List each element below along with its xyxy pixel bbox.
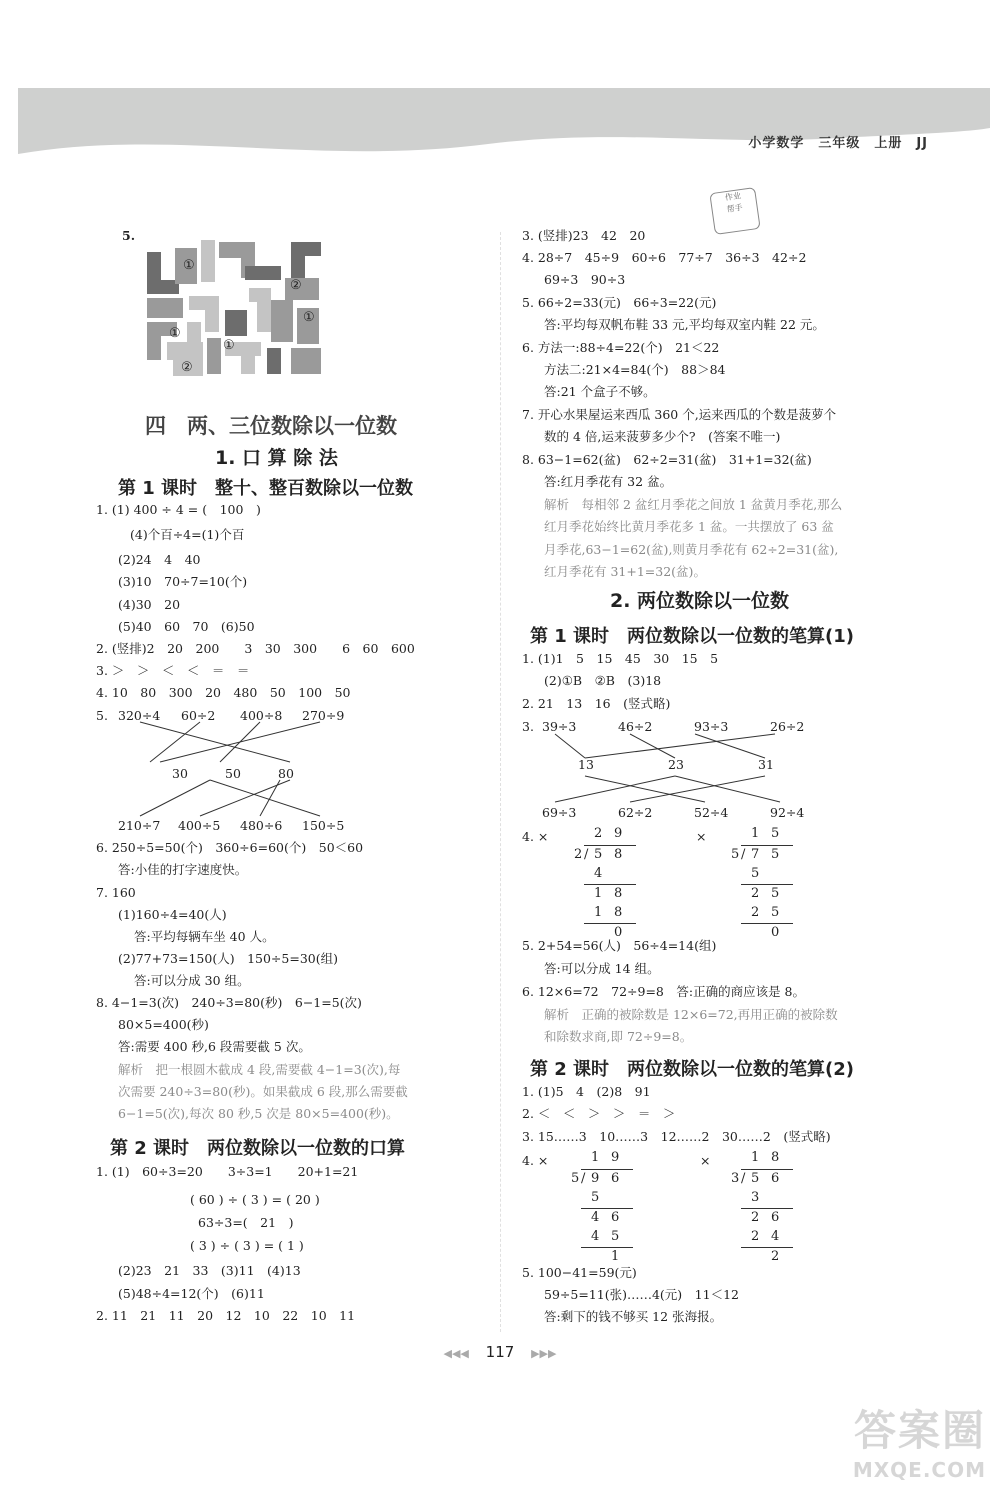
b-q2: 2. 21 13 16 (竖式略) <box>522 696 671 711</box>
l1-q5-link <box>140 722 290 762</box>
l2-q1e: (2)23 21 33 (3)11 (4)13 <box>118 1263 301 1278</box>
next-arrows-icon: ▶▶▶ <box>531 1347 557 1360</box>
l2-q1f: (5)48÷4=12(个) (6)11 <box>118 1286 265 1301</box>
r-q8f: 红月季花有 31+1=32(盆)。 <box>544 564 706 579</box>
l1-q7e: 答:可以分成 30 组。 <box>134 973 250 988</box>
subtract-digit: 3 <box>751 1190 760 1205</box>
l1-q5-mid-2: 50 <box>225 766 241 781</box>
division-bar <box>581 1169 633 1170</box>
divisor: 3 <box>731 1171 740 1186</box>
remainder-digit: 2 <box>751 1210 760 1225</box>
c-q4-label: 4. × <box>522 1153 549 1168</box>
l1-q8e: 次需要 240÷3=80(秒)。如果截成 6 段,那么需要截 <box>118 1084 408 1099</box>
column-divider <box>500 232 501 1332</box>
subtract-digit: 5 <box>611 1229 620 1244</box>
b-q3-mid-1: 13 <box>578 757 594 772</box>
r-q8e: 月季花,63−1=62(盆),则黄月季花有 62÷2=31(盆), <box>544 542 839 557</box>
remainder-digit: 6 <box>771 1210 780 1225</box>
division-rule <box>584 923 636 924</box>
division-bar <box>584 845 636 846</box>
l1-q5-top-1: 320÷4 <box>118 708 161 723</box>
c-q3: 3. 15……3 10……3 12……2 30……2 (竖式略) <box>522 1129 831 1144</box>
subtract-digit: 4 <box>591 1229 600 1244</box>
division-rule <box>741 1208 793 1209</box>
division-bar <box>741 845 793 846</box>
section-title-1: 1. 口 算 除 法 <box>215 447 338 469</box>
l1-q1f: (5)40 60 70 (6)50 <box>118 619 255 634</box>
b-q4-x2: × <box>696 829 707 844</box>
r-q8d: 红月季花始终比黄月季花多 1 盆。一共摆放了 63 盆 <box>544 519 834 534</box>
b-q1a: 1. (1)1 5 15 45 30 15 5 <box>522 651 719 666</box>
l2-q1c: 63÷3=( 21 ) <box>198 1215 294 1230</box>
b-q3-top-4: 26÷2 <box>770 719 805 734</box>
subtract-digit: 1 <box>594 905 603 920</box>
l1-q5-link <box>140 780 210 816</box>
c-q5a: 5. 100−41=59(元) <box>522 1265 637 1280</box>
b-q6a: 6. 12×6=72 72÷9=8 答:正确的商应该是 8。 <box>522 984 806 999</box>
subtract-digit: 5 <box>771 905 780 920</box>
b-q3-link <box>585 734 775 758</box>
l1-q4: 4. 10 80 300 20 480 50 100 50 <box>96 685 351 700</box>
tile-puzzle-shapes <box>145 238 325 378</box>
l1-q8a: 8. 4−1=3(次) 240÷3=80(秒) 6−1=5(次) <box>96 995 362 1010</box>
b-q3-link <box>695 734 765 758</box>
dividend-digit: 6 <box>771 1171 780 1186</box>
division-bracket: / <box>584 847 589 862</box>
remainder-digit: 6 <box>611 1210 620 1225</box>
division-rule <box>584 884 636 885</box>
stamp-logo: 作业 帮手 <box>709 187 760 235</box>
r-q3: 3. (竖排)23 42 20 <box>522 228 646 243</box>
final-remainder: 2 <box>771 1249 780 1264</box>
subtract-digit: 8 <box>614 905 623 920</box>
l2-q1a: 1. (1) 60÷3=20 3÷3=1 20+1=21 <box>96 1164 359 1179</box>
r-q8c: 解析 每相邻 2 盆红月季花之间放 1 盆黄月季花,那么 <box>544 497 843 512</box>
subtract-digit: 5 <box>591 1190 600 1205</box>
remainder-digit: 2 <box>751 886 760 901</box>
tile-mark-1: ① <box>183 258 195 273</box>
divisor: 5 <box>571 1171 580 1186</box>
l1-q5-bot-3: 480÷6 <box>240 818 283 833</box>
c-q4-x2: × <box>700 1153 711 1168</box>
b-q6c: 和除数求商,即 72÷9=8。 <box>544 1029 693 1044</box>
watermark-url: MXQE.COM <box>852 1458 986 1482</box>
l1-q5-link <box>150 722 200 762</box>
l1-q8f: 6−1=5(次),每次 80 秒,5 次是 80×5=400(秒)。 <box>118 1106 399 1121</box>
banner-wave <box>18 88 990 170</box>
prev-arrows-icon: ◀◀◀ <box>443 1347 469 1360</box>
l1-q2: 2. (竖排)2 20 200 3 30 300 6 60 600 <box>96 641 415 656</box>
l1-q7b: (1)160÷4=40(人) <box>118 907 227 922</box>
r-q4a: 4. 28÷7 45÷9 60÷6 77÷7 36÷3 42÷2 <box>522 250 807 265</box>
l1-q1b: (4)个百÷4=(1)个百 <box>130 527 245 542</box>
l1-q5-top-3: 400÷8 <box>240 708 283 723</box>
lesson-title-1: 第 1 课时 整十、整百数除以一位数 <box>118 478 414 499</box>
r-q4b: 69÷3 90÷3 <box>544 272 626 287</box>
b-q3-mid-2: 23 <box>668 757 684 772</box>
l1-q3: 3. ＞ ＞ ＜ ＜ ＝ ＝ <box>96 663 250 678</box>
l1-q8d: 解析 把一根圆木截成 4 段,需要截 4−1=3(次),每 <box>118 1062 401 1077</box>
quotient-digit: 1 <box>751 826 760 841</box>
watermark-logo-text: 答案圈 <box>853 1406 986 1455</box>
unit-title: 四 两、三位数除以一位数 <box>145 414 397 438</box>
divisor: 5 <box>731 847 740 862</box>
tile-mark-4: ② <box>181 360 193 375</box>
l1-q5-link <box>160 722 320 762</box>
r-q7a: 7. 开心水果屋运来西瓜 360 个,运来西瓜的个数是菠萝个 <box>522 407 837 422</box>
division-bar <box>741 1169 793 1170</box>
subtract-digit: 4 <box>771 1229 780 1244</box>
remainder-digit: 5 <box>771 886 780 901</box>
l1-q5-label: 5. <box>96 708 108 723</box>
division-rule <box>741 1247 793 1248</box>
l1-q1c: (2)24 4 40 <box>118 552 201 567</box>
l1-q7c: 答:平均每辆车坐 40 人。 <box>134 929 275 944</box>
dividend-digit: 7 <box>751 847 760 862</box>
r-q6b: 方法二:21×4=84(个) 88＞84 <box>544 362 726 377</box>
l2-q1b: ( 60 ) ÷ ( 3 ) = ( 20 ) <box>190 1192 320 1207</box>
b-q3-link <box>630 734 675 758</box>
quotient-digit: 1 <box>751 1150 760 1165</box>
subtract-digit: 2 <box>751 905 760 920</box>
l1-q5-top-2: 60÷2 <box>181 708 216 723</box>
divisor: 2 <box>574 847 583 862</box>
l1-q5-bot-4: 150÷5 <box>302 818 345 833</box>
l1-q5-top-4: 270÷9 <box>302 708 345 723</box>
page-number: 117 <box>485 1343 515 1361</box>
l1-q5-link <box>260 780 280 816</box>
division-rule <box>581 1208 633 1209</box>
l1-q5-bot-1: 210÷7 <box>118 818 161 833</box>
final-remainder: 0 <box>771 925 780 940</box>
b-q3-mid-3: 31 <box>758 757 774 772</box>
b-q3-top-1: 39÷3 <box>542 719 577 734</box>
r-q5a: 5. 66÷2=33(元) 66÷3=22(元) <box>522 295 717 310</box>
b-q5b: 答:可以分成 14 组。 <box>544 961 660 976</box>
division-bracket: / <box>741 847 746 862</box>
header-title: 小学数学 三年级 上册 JJ <box>748 136 928 151</box>
quotient-digit: 9 <box>614 826 623 841</box>
r-q6c: 答:21 个盒子不够。 <box>544 384 656 399</box>
page-footer <box>0 1343 1000 1361</box>
r-q6a: 6. 方法一:88÷4=22(个) 21＜22 <box>522 340 720 355</box>
l1-q7d: (2)77+73=150(人) 150÷5=30(组) <box>118 951 338 966</box>
c-q1: 1. (1)5 4 (2)8 91 <box>522 1084 651 1099</box>
quotient-digit: 9 <box>611 1150 620 1165</box>
b-q3-bot-2: 62÷2 <box>618 805 653 820</box>
header-banner <box>18 88 990 170</box>
r-q7b: 数的 4 倍,运来菠萝多少个? (答案不唯一) <box>544 429 781 444</box>
r-q8a: 8. 63−1=62(盆) 62÷2=31(盆) 31+1=32(盆) <box>522 452 812 467</box>
section-title-2: 2. 两位数除以一位数 <box>610 590 790 612</box>
division-rule <box>581 1247 633 1248</box>
b-q6b: 解析 正确的被除数是 12×6=72,再用正确的被除数 <box>544 1007 838 1022</box>
b-q3-link <box>675 776 780 802</box>
remainder-digit: 1 <box>594 886 603 901</box>
b-q3-bot-1: 69÷3 <box>542 805 577 820</box>
quotient-digit: 8 <box>771 1150 780 1165</box>
l1-q5-bot-2: 400÷5 <box>178 818 221 833</box>
b-q3-link <box>555 776 675 802</box>
l1-q8b: 80×5=400(秒) <box>118 1017 209 1032</box>
b-q3-top-3: 93÷3 <box>694 719 729 734</box>
r-q5b: 答:平均每双帆布鞋 33 元,平均每双室内鞋 22 元。 <box>544 317 825 332</box>
b-q3-link <box>630 776 765 802</box>
tile-mark-2: ② <box>290 278 302 293</box>
quotient-digit: 2 <box>594 826 603 841</box>
subtract-digit: 4 <box>594 866 603 881</box>
dividend-digit: 6 <box>611 1171 620 1186</box>
l1-q1e: (4)30 20 <box>118 597 181 612</box>
b-q3-link <box>555 734 585 758</box>
lesson-title-3: 第 1 课时 两位数除以一位数的笔算(1) <box>530 626 855 647</box>
b-q3-bot-3: 52÷4 <box>694 805 729 820</box>
b-q3-link <box>585 776 705 802</box>
remainder-digit: 4 <box>591 1210 600 1225</box>
remainder-digit: 8 <box>614 886 623 901</box>
l2-q2: 2. 11 21 11 20 12 10 22 10 11 <box>96 1308 356 1323</box>
final-remainder: 1 <box>611 1249 620 1264</box>
final-remainder: 0 <box>614 925 623 940</box>
l1-q5-mid-3: 80 <box>278 766 294 781</box>
l1-q5-mid-1: 30 <box>172 766 188 781</box>
division-bracket: / <box>581 1171 586 1186</box>
l1-q6b: 答:小佳的打字速度快。 <box>118 862 248 877</box>
quotient-digit: 1 <box>591 1150 600 1165</box>
b-q3-label: 3. <box>522 719 534 734</box>
dividend-digit: 5 <box>751 1171 760 1186</box>
l1-q1a: 1. (1) 400 ÷ 4 = ( 100 ) <box>96 502 261 517</box>
division-bracket: / <box>741 1171 746 1186</box>
dividend-digit: 9 <box>591 1171 600 1186</box>
b-q3-top-2: 46÷2 <box>618 719 653 734</box>
l2-q1d: ( 3 ) ÷ ( 3 ) = ( 1 ) <box>190 1238 304 1253</box>
watermark <box>853 1398 986 1482</box>
b-q3-bot-4: 92÷4 <box>770 805 805 820</box>
tile-puzzle <box>145 238 325 378</box>
dividend-digit: 5 <box>594 847 603 862</box>
dividend-digit: 5 <box>771 847 780 862</box>
subtract-digit: 2 <box>751 1229 760 1244</box>
tile-mark-6: ① <box>169 326 181 341</box>
lesson-title-2: 第 2 课时 两位数除以一位数的口算 <box>110 1138 406 1159</box>
l1-q5-link <box>210 780 320 816</box>
lesson-title-4: 第 2 课时 两位数除以一位数的笔算(2) <box>530 1059 855 1080</box>
l1-q6a: 6. 250÷5=50(个) 360÷6=60(个) 50＜60 <box>96 840 364 855</box>
division-rule <box>741 923 793 924</box>
q5-label: 5. <box>122 228 136 243</box>
c-q5c: 答:剩下的钱不够买 12 张海报。 <box>544 1309 723 1324</box>
l1-q7a: 7. 160 <box>96 885 136 900</box>
l1-q1d: (3)10 70÷7=10(个) <box>118 574 248 589</box>
tile-mark-3: ① <box>303 310 315 325</box>
r-q8b: 答:红月季花有 32 盆。 <box>544 474 673 489</box>
b-q4-label: 4. × <box>522 829 549 844</box>
division-rule <box>741 884 793 885</box>
c-q5b: 59÷5=11(张)……4(元) 11＜12 <box>544 1287 739 1302</box>
dividend-digit: 8 <box>614 847 623 862</box>
l1-q8c: 答:需要 400 秒,6 段需要截 5 次。 <box>118 1039 311 1054</box>
quotient-digit: 5 <box>771 826 780 841</box>
c-q2: 2. ＜ ＜ ＞ ＞ ＝ ＞ <box>522 1106 676 1121</box>
subtract-digit: 5 <box>751 866 760 881</box>
tile-mark-5: ① <box>223 338 235 353</box>
b-q1b: (2)①B ②B (3)18 <box>544 673 662 688</box>
b-q5a: 5. 2+54=56(人) 56÷4=14(组) <box>522 938 717 953</box>
